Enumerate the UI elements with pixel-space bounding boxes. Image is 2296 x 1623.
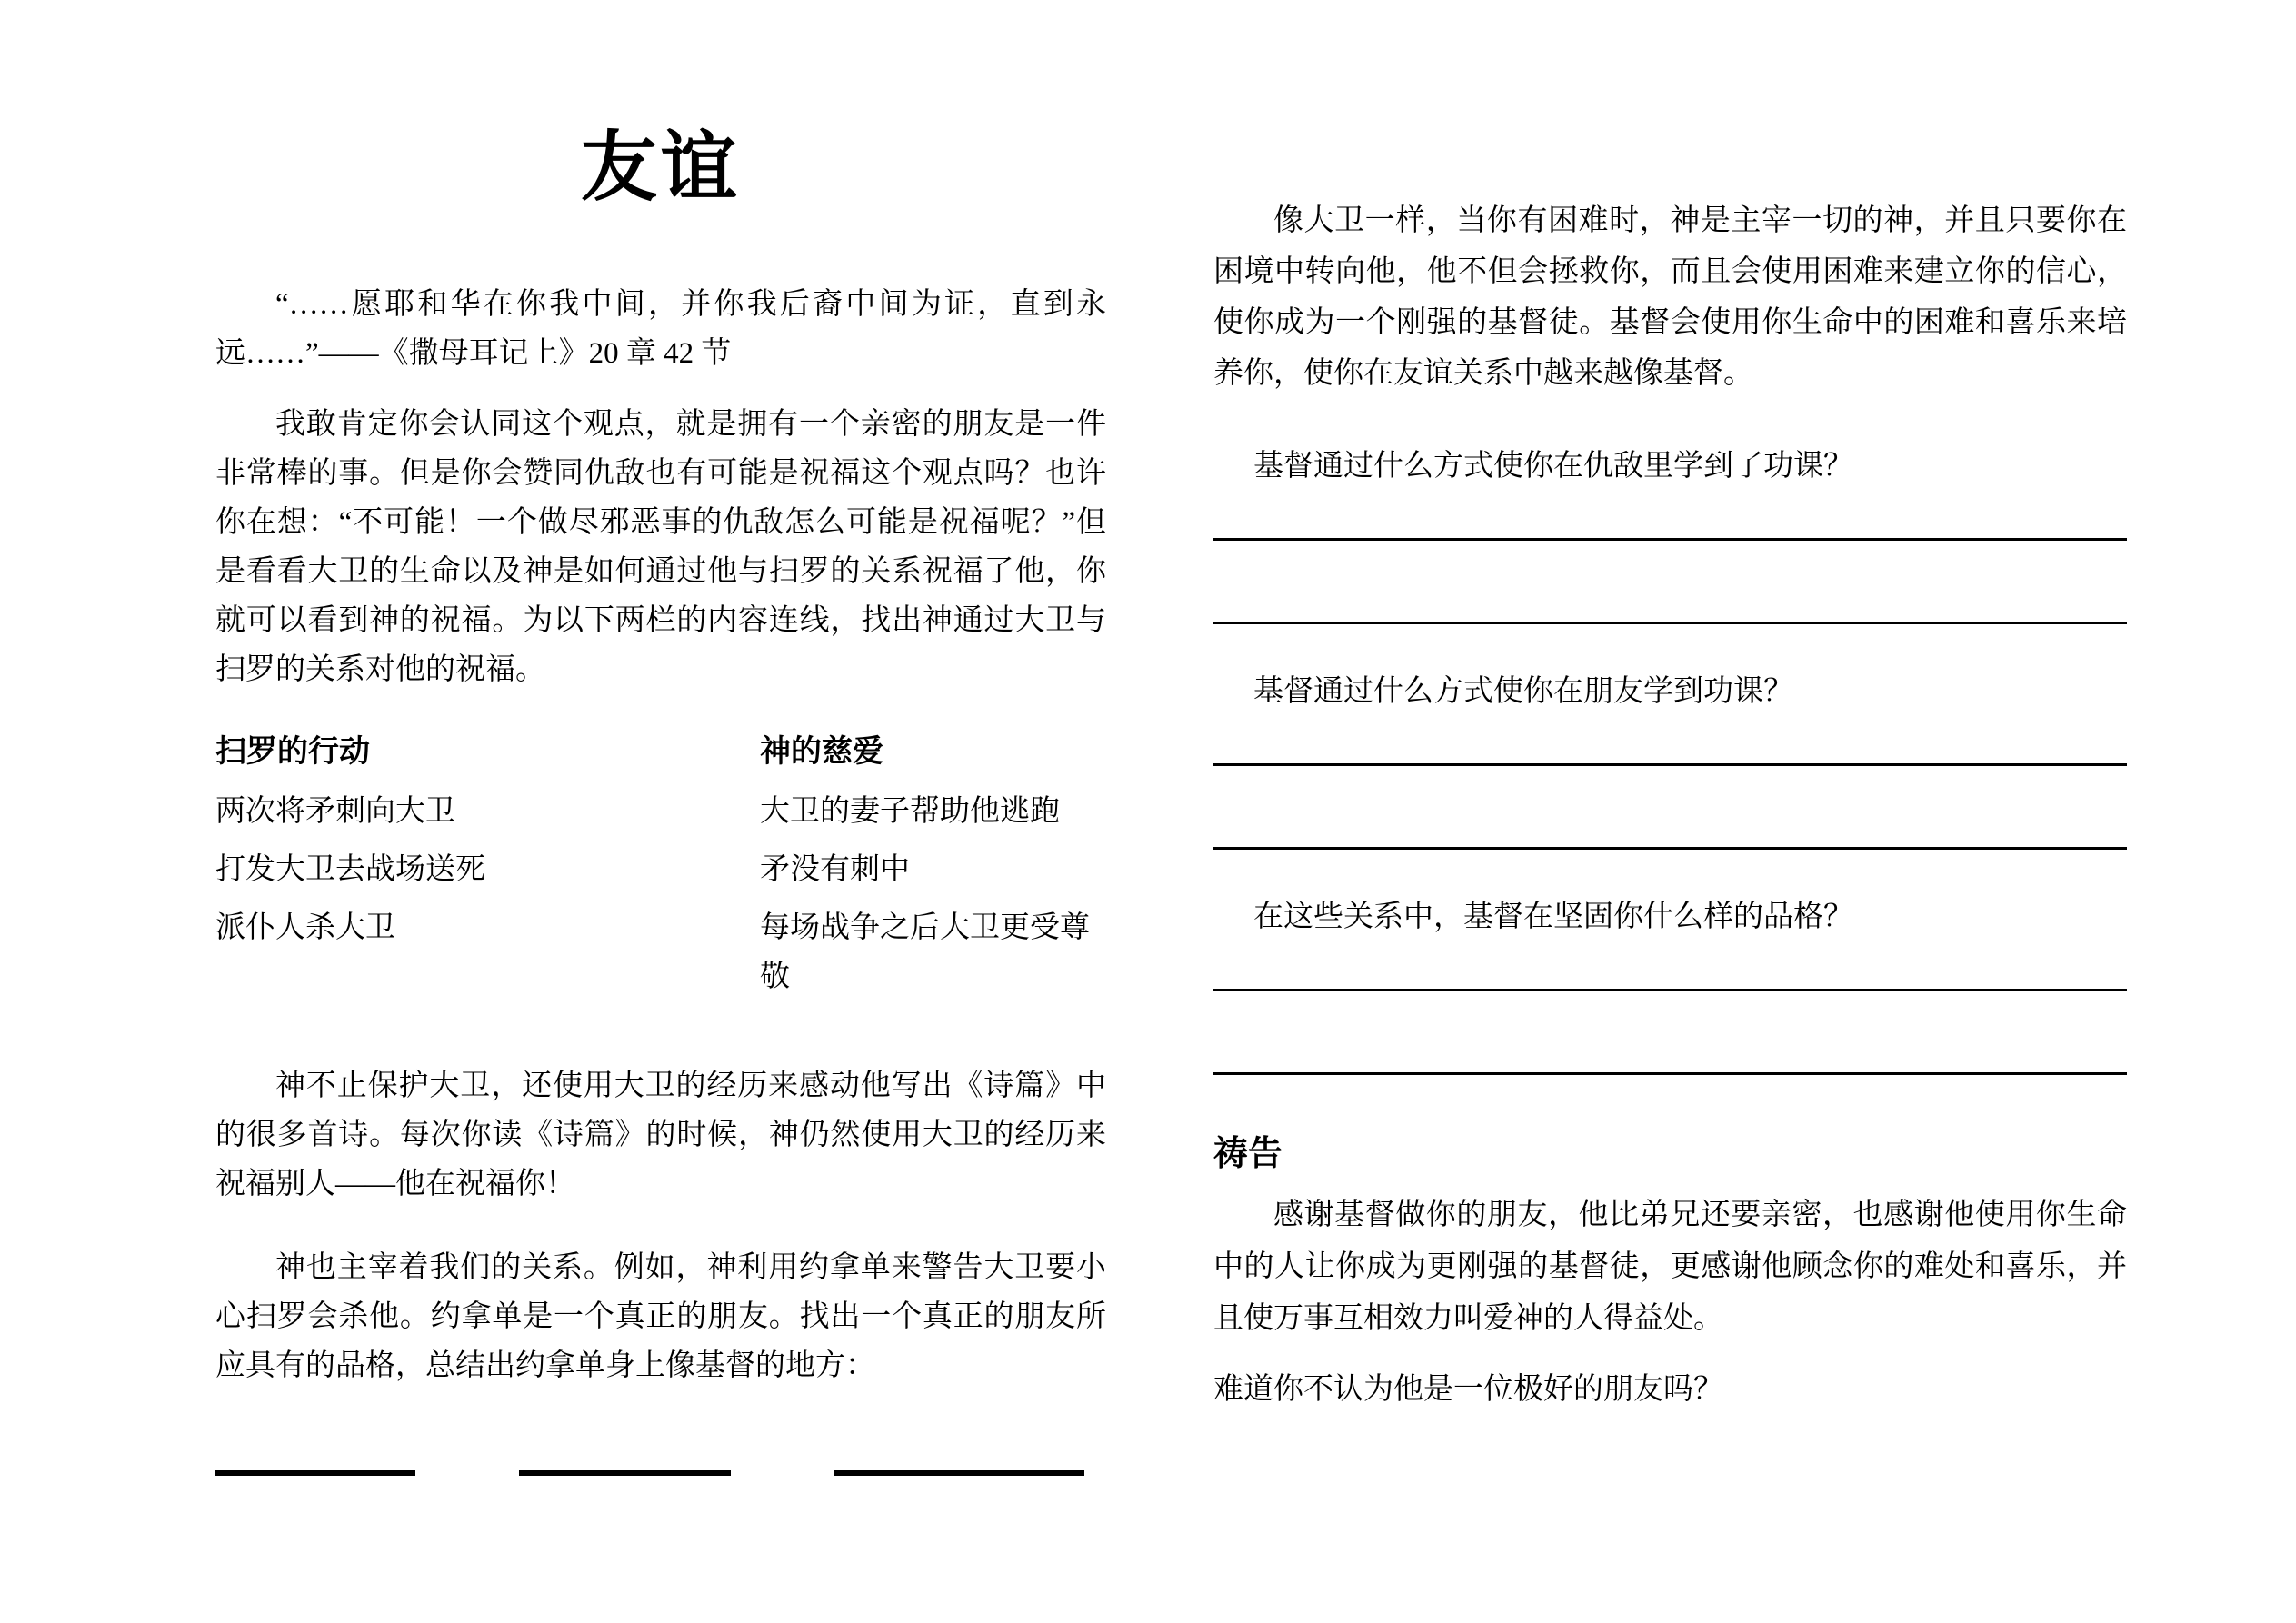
matching-kindness-item: 大卫的妻子帮助他逃跑 xyxy=(760,795,1060,829)
answer-blank xyxy=(834,1470,1084,1476)
right-column xyxy=(1213,127,2127,1623)
matching-kindness-column xyxy=(760,727,1106,1011)
left-column xyxy=(215,127,1106,1623)
question-character: 在这些关系中，基督在坚固你什么样的品格？ xyxy=(1253,901,1853,933)
psalms-paragraph: 神不止保护大卫，还使用大卫的经历来感动他写出《诗篇》中的很多首诗。每次你读《诗篇》的时候，神仍然使用大卫的经历来祝福别人——他在祝福你！ xyxy=(215,1070,1106,1201)
scripture-quote: “……愿耶和华在你我中间，并你我后裔中间为证，直到永远……”——《撒母耳记上》20 章 42 节 xyxy=(215,288,1106,371)
matching-action-item: 派仆人杀大卫 xyxy=(215,911,395,945)
answer-blank xyxy=(519,1470,731,1476)
matching-kindness-item: 每场战争之后大卫更受尊敬 xyxy=(760,911,1090,994)
matching-actions-header: 扫罗的行动 xyxy=(215,734,370,770)
matching-action-item: 打发大卫去战场送死 xyxy=(215,853,485,887)
fill-in-blanks-row xyxy=(215,1470,1084,1476)
matching-actions-column xyxy=(215,727,760,1011)
answer-blank xyxy=(215,1470,415,1476)
question-enemies: 基督通过什么方式使你在仇敌里学到了功课？ xyxy=(1253,450,1853,483)
matching-action-item: 两次将矛刺向大卫 xyxy=(215,795,455,829)
god-sovereign-paragraph: 像大卫一样，当你有困难时，神是主宰一切的神，并且只要你在困境中转向他，他不但会拯救你，而且会使用困难来建立你的信心，使你成为一个刚强的基督徒。基督会使用你生命中的困难和喜乐来培养你，使你在友谊关系中越来越像基督。 xyxy=(1213,204,2127,390)
closing-question: 难道你不认为他是一位极好的朋友吗？ xyxy=(1213,1373,1723,1406)
prayer-heading: 祷告 xyxy=(1213,1135,1283,1173)
matching-kindness-header: 神的慈爱 xyxy=(760,734,883,770)
question-friends: 基督通过什么方式使你在朋友学到功课？ xyxy=(1253,675,1793,708)
intro-paragraph: 我敢肯定你会认同这个观点，就是拥有一个亲密的朋友是一件非常棒的事。但是你会赞同仇敌也有可能是祝福这个观点吗？也许你在想：“不可能！一个做尽邪恶事的仇敌怎么可能是祝福呢？”但是看看大卫的生命以及神是如何通过他与扫罗的关系祝福了他，你就可以看到神的祝福。为以下两栏的内容连线，找出神通过大卫与扫罗的关系对他的祝福。 xyxy=(215,408,1106,687)
matching-kindness-item: 矛没有刺中 xyxy=(760,853,910,887)
answer-line xyxy=(1213,766,2127,850)
jonathan-paragraph: 神也主宰着我们的关系。例如，神利用约拿单来警告大卫要小心扫罗会杀他。约拿单是一个真正的朋友。找出一个真正的朋友所应具有的品格，总结出约拿单身上像基督的地方： xyxy=(215,1251,1106,1383)
page-title: 友谊 xyxy=(580,126,741,211)
matching-exercise xyxy=(215,727,1106,1011)
answer-line xyxy=(1213,941,2127,991)
answer-line xyxy=(1213,716,2127,766)
answer-line xyxy=(1213,491,2127,541)
answer-line xyxy=(1213,541,2127,624)
prayer-paragraph: 感谢基督做你的朋友，他比弟兄还要亲密，也感谢他使用你生命中的人让你成为更刚强的基督徒，更感谢他顾念你的难处和喜乐，并且使万事互相效力叫爱神的人得益处。 xyxy=(1213,1199,2127,1335)
answer-line xyxy=(1213,991,2127,1075)
